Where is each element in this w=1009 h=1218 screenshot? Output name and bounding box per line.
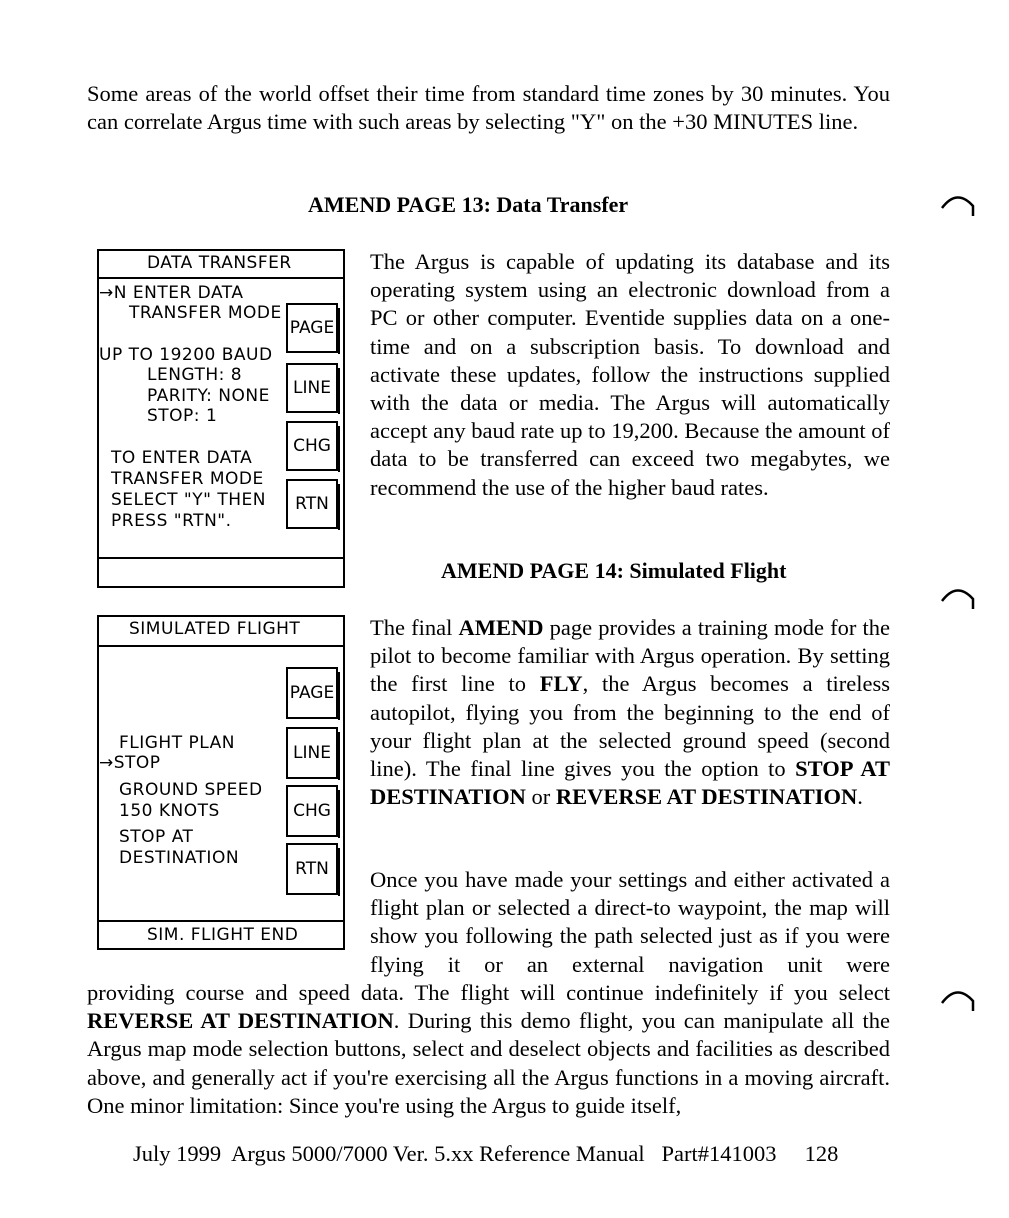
screen-line: STOP AT bbox=[119, 827, 194, 847]
text-run-bold: FLY bbox=[539, 671, 583, 697]
text-run: The final bbox=[370, 615, 459, 640]
line-button[interactable]: LINE bbox=[286, 727, 338, 779]
text-run-bold: STOP AT DESTINATION bbox=[370, 756, 890, 810]
screen-title-rule bbox=[99, 645, 343, 647]
text-run: , the Argus becomes a tireless autopilot, flying you from the beginning to the end of your flight plan at the selected ground speed (second line). The final line gives you the option to bbox=[370, 671, 890, 782]
page-button[interactable]: PAGE bbox=[286, 303, 338, 353]
rtn-button[interactable]: RTN bbox=[286, 843, 338, 895]
screen-line: SELECT "Y" THEN bbox=[111, 490, 266, 510]
screen-line: GROUND SPEED bbox=[119, 780, 263, 800]
screen-line: TRANSFER MODE bbox=[129, 303, 282, 323]
text-run: page provides a training mode for the pilot to become familiar with Argus operation. By setting the first line to bbox=[370, 615, 890, 697]
text-run-bold: REVERSE AT DESTINATION bbox=[87, 1008, 394, 1034]
simulated-flight-screen bbox=[97, 615, 345, 950]
data-transfer-screen bbox=[97, 249, 345, 588]
intro-paragraph: Some areas of the world offset their time from standard time zones by 30 minutes. You can correlate Argus time with such areas by selecting "Y" on the +30 MINUTES line. bbox=[87, 81, 890, 135]
screen-line: PRESS "RTN". bbox=[111, 511, 232, 531]
screen-line: DESTINATION bbox=[119, 848, 240, 868]
screen-line: TO ENTER DATA bbox=[111, 448, 253, 468]
text-run: . During this demo flight, you can manipulate all the Argus map mode selection buttons, select and deselect objects and facilities as described above, and generally act if you're exercising all the Argus functions in a moving aircraft. One minor limitation: Since you're using the Argus to guide itself, bbox=[87, 1008, 890, 1118]
screen-footer-rule bbox=[99, 920, 343, 922]
page-button[interactable]: PAGE bbox=[286, 667, 338, 719]
chg-button[interactable]: CHG bbox=[286, 785, 338, 837]
page-footer bbox=[133, 1141, 838, 1167]
rtn-button[interactable]: RTN bbox=[286, 479, 338, 529]
screen-line: PARITY: NONE bbox=[147, 386, 270, 406]
text-run-bold: REVERSE AT DESTINATION bbox=[555, 784, 858, 810]
change-mark-icon bbox=[939, 583, 979, 613]
screen-line: TRANSFER MODE bbox=[111, 469, 264, 489]
screen-title: SIMULATED FLIGHT bbox=[129, 619, 301, 639]
section-14-heading: AMEND PAGE 14: Simulated Flight bbox=[441, 558, 787, 583]
screen-line: FLIGHT PLAN bbox=[119, 733, 235, 753]
change-mark-icon bbox=[939, 190, 979, 220]
footer-title: Argus 5000/7000 Ver. 5.xx Reference Manual bbox=[231, 1141, 645, 1166]
text-run-bold: AMEND bbox=[458, 615, 544, 640]
screen-line: 150 KNOTS bbox=[119, 801, 220, 821]
chg-button[interactable]: CHG bbox=[286, 421, 338, 471]
line-button[interactable]: LINE bbox=[286, 363, 338, 413]
screen-title-rule bbox=[99, 277, 343, 279]
screen-line: LENGTH: 8 bbox=[147, 365, 243, 385]
screen-line: →STOP bbox=[99, 753, 161, 773]
text-run: providing course and speed data. The flight will continue indefinitely if you select bbox=[87, 980, 890, 1005]
section-14-body-2-rest bbox=[87, 979, 890, 1120]
screen-line: →N ENTER DATA bbox=[99, 283, 244, 303]
change-mark-icon bbox=[939, 985, 979, 1015]
section-14-body-1 bbox=[370, 614, 890, 811]
section-14-body-2-top: Once you have made your settings and either activated a flight plan or selected a direct-to waypoint, the map will show you following the path selected just as if you were flying it or an external navigation unit were bbox=[370, 867, 890, 977]
text-run: . bbox=[857, 784, 863, 810]
screen-title: DATA TRANSFER bbox=[147, 253, 292, 273]
screen-footer-rule bbox=[99, 557, 343, 559]
section-13-body: The Argus is capable of updating its database and its operating system using an electronic download from a PC or other computer. Eventide supplies data on a one-time and on a subscription basis. To download and activate these updates, follow the instructions supplied with the data or media. The Argus will automatically accept any baud rate up to 19,200. Because the amount of data to be transferred can exceed two megabytes, we recommend the use of the higher baud rates. bbox=[370, 249, 890, 500]
section-13-heading: AMEND PAGE 13: Data Transfer bbox=[308, 192, 629, 217]
text-run: or bbox=[525, 784, 556, 810]
screen-line: STOP: 1 bbox=[147, 406, 218, 426]
footer-page-number: 128 bbox=[804, 1141, 839, 1166]
footer-part: Part#141003 bbox=[661, 1141, 777, 1166]
footer-date: July 1999 bbox=[133, 1141, 222, 1166]
screen-line: UP TO 19200 BAUD bbox=[99, 345, 273, 365]
screen-footer-label: SIM. FLIGHT END bbox=[147, 925, 299, 945]
